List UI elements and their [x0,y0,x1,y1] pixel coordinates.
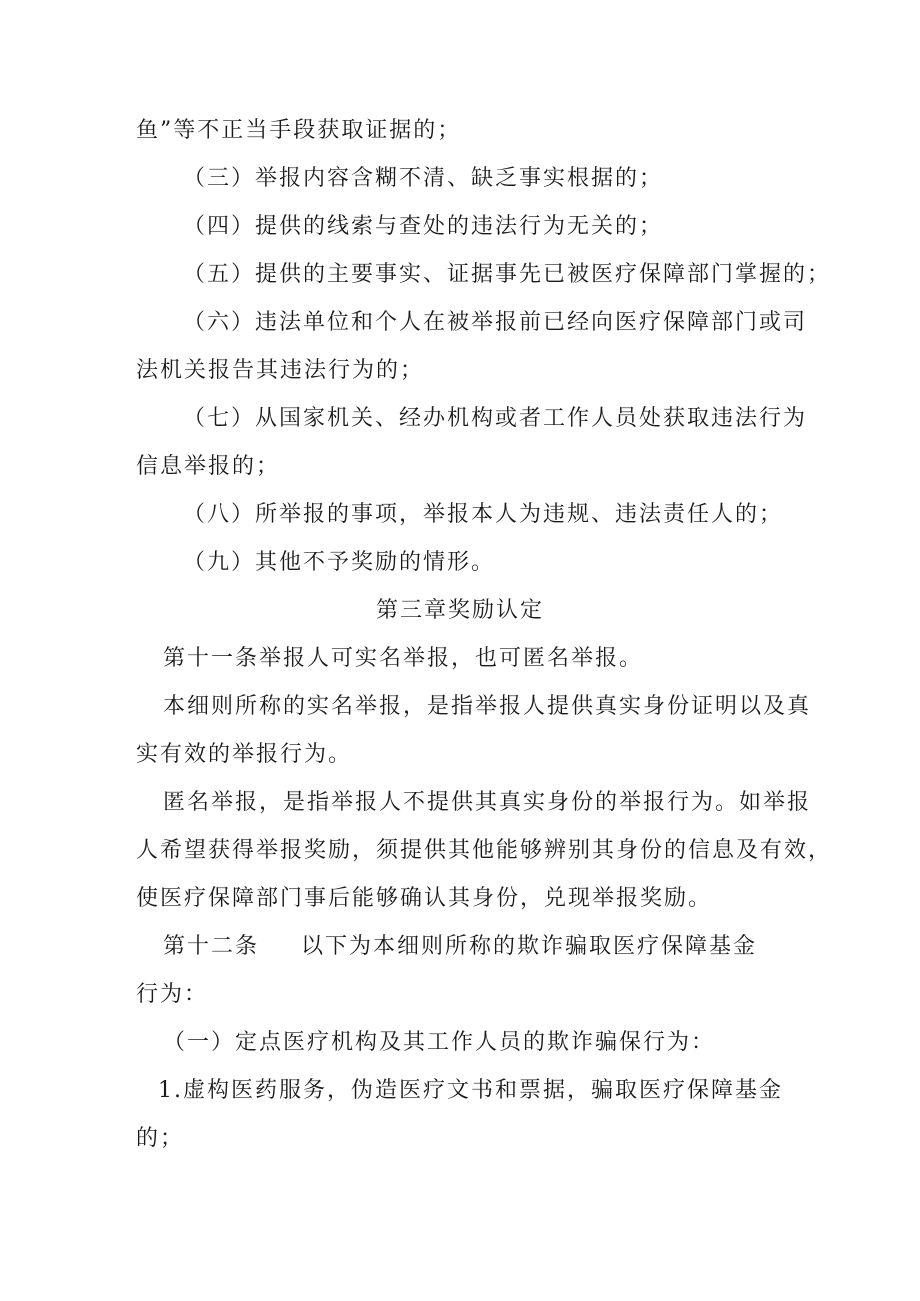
paragraph-line: 鱼”等不正当手段获取证据的； [136,118,462,143]
list-item: （七）从国家机关、经办机构或者工作人员处获取违法行为 [183,406,808,431]
paragraph-line: 法机关报告其违法行为的； [136,358,425,383]
article-line: 人希望获得举报奖励，须提供其他能够辨别其身份的信息及有效， [136,838,833,863]
paragraph-line: 信息举报的； [136,454,281,479]
article-line: 使医疗保障部门事后能够确认其身份，兑现举报奖励。 [136,886,713,911]
list-item: （五）提供的主要事实、证据事先已被医疗保障部门掌握的； [183,262,832,287]
chapter-heading: 第三章奖励认定 [375,598,544,623]
article-line: 实有效的举报行为。 [136,742,353,767]
article-label: 第十二条 [163,934,260,959]
article-line: 行为： [136,982,209,1007]
list-item: （九）其他不予奖励的情形。 [183,550,496,575]
list-item: （三）举报内容含糊不清、缺乏事实根据的； [183,166,664,191]
article-line: 第十一条举报人可实名举报，也可匿名举报。 [163,646,644,671]
article-line: 匿名举报，是指举报人不提供其真实身份的举报行为。如举报 [163,790,812,815]
list-item: 1.虚构医药服务，伪造医疗文书和票据，骗取医疗保障基金 [158,1078,783,1103]
list-item: （四）提供的线索与查处的违法行为无关的； [183,214,664,239]
list-item: （一）定点医疗机构及其工作人员的欺诈骗保行为： [163,1030,716,1055]
article-line: 本细则所称的实名举报，是指举报人提供真实身份证明以及真 [163,694,812,719]
article-text: 以下为本细则所称的欺诈骗取医疗保障基金 [301,934,758,959]
list-item: （六）违法单位和个人在被举报前已经向医疗保障部门或司 [183,310,808,335]
list-item: （八）所举报的事项，举报本人为违规、违法责任人的； [183,502,784,527]
paragraph-line: 的； [136,1126,185,1151]
article-heading-line [163,933,757,961]
